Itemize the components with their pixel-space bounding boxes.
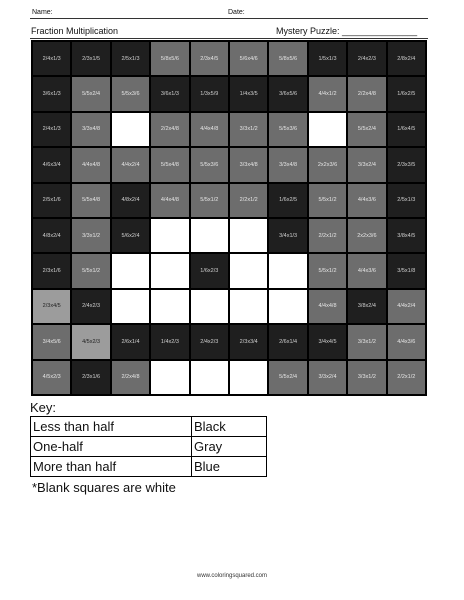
puzzle-grid	[31, 40, 427, 396]
grid-cell: 2/5x1/6	[32, 183, 71, 218]
grid-cell: 3/3x4/8	[268, 147, 307, 182]
worksheet-title: Fraction Multiplication	[31, 26, 119, 36]
key-color: Gray	[192, 437, 267, 457]
grid-cell: 3/3x1/2	[229, 112, 268, 147]
grid-cell: 1/6x2/5	[268, 183, 307, 218]
grid-cell: 3/3x2/4	[347, 147, 386, 182]
grid-cell: 5/5x2/4	[71, 76, 110, 111]
grid-cell	[150, 360, 189, 395]
grid-cell: 2/2x4/8	[111, 360, 150, 395]
grid-cell: 2/2x1/2	[229, 183, 268, 218]
grid-cell	[190, 218, 229, 253]
grid-cell: 5/5x2/4	[347, 112, 386, 147]
grid-cell	[268, 289, 307, 324]
grid-cell: 3/4x5/6	[32, 324, 71, 359]
grid-cell: 4/4x4/8	[71, 147, 110, 182]
grid-cell: 3/5x1/8	[387, 253, 426, 288]
grid-cell: 3/3x2/4	[308, 360, 347, 395]
grid-cell: 3/4x1/3	[268, 218, 307, 253]
grid-cell: 2/3x1/5	[71, 41, 110, 76]
grid-cell: 2/2x1/2	[387, 360, 426, 395]
grid-cell: 4/8x2/4	[32, 218, 71, 253]
grid-cell	[229, 253, 268, 288]
grid-cell: 1/6x2/5	[387, 76, 426, 111]
grid-cell	[111, 253, 150, 288]
grid-cell	[111, 289, 150, 324]
key-color: Black	[192, 417, 267, 437]
grid-cell: 2/2x4/8	[347, 76, 386, 111]
mystery-puzzle-label: Mystery Puzzle: _______________	[276, 26, 418, 36]
grid-cell: 4/4x3/6	[387, 324, 426, 359]
grid-cell: 3/8x2/4	[347, 289, 386, 324]
key-label: One-half	[31, 437, 192, 457]
grid-cell: 2/4x2/3	[190, 324, 229, 359]
grid-cell: 4/4x2/4	[387, 289, 426, 324]
grid-cell: 3/6x1/3	[150, 76, 189, 111]
grid-cell: 5/5x1/2	[190, 183, 229, 218]
grid-cell	[150, 218, 189, 253]
grid-cell: 4/4x1/2	[308, 76, 347, 111]
grid-cell: 4/4x4/8	[150, 183, 189, 218]
grid-cell: 2/8x2/4	[387, 41, 426, 76]
grid-cell: 5/8x5/6	[268, 41, 307, 76]
grid-cell: 1/4x3/5	[229, 76, 268, 111]
grid-cell: 3/3x1/2	[71, 218, 110, 253]
grid-cell	[111, 112, 150, 147]
name-date-line	[30, 7, 428, 19]
grid-cell: 2x2x3/6	[347, 218, 386, 253]
grid-cell	[229, 218, 268, 253]
key-label: More than half	[31, 457, 192, 477]
key-title: Key:	[30, 400, 57, 415]
key-table	[30, 416, 267, 477]
grid-cell: 3/3x4/8	[71, 112, 110, 147]
grid-cell: 2/3x4/5	[190, 41, 229, 76]
grid-cell: 4/5x2/3	[32, 360, 71, 395]
grid-cell: 2/4x1/3	[32, 112, 71, 147]
grid-cell: 2/6x1/4	[268, 324, 307, 359]
key-label: Less than half	[31, 417, 192, 437]
grid-cell: 3/6x1/3	[32, 76, 71, 111]
grid-cell: 2/3x1/6	[32, 253, 71, 288]
grid-cell: 5/5x4/8	[150, 147, 189, 182]
grid-cell: 5/5x3/6	[111, 76, 150, 111]
grid-cell: 2/4x2/3	[347, 41, 386, 76]
grid-cell: 3/8x4/5	[387, 218, 426, 253]
grid-cell	[190, 360, 229, 395]
grid-cell: 5/5x2/4	[268, 360, 307, 395]
grid-cell: 4/8x2/4	[111, 183, 150, 218]
grid-cell: 5/5x1/2	[308, 253, 347, 288]
grid-cell: 2/2x1/2	[308, 218, 347, 253]
grid-cell	[150, 289, 189, 324]
grid-cell: 2/3x4/5	[32, 289, 71, 324]
grid-cell: 5/8x5/6	[150, 41, 189, 76]
grid-cell: 2/6x1/4	[111, 324, 150, 359]
grid-cell: 3/6x5/6	[268, 76, 307, 111]
grid-cell	[268, 253, 307, 288]
grid-cell: 1/4x2/3	[150, 324, 189, 359]
grid-cell: 3/3x1/2	[347, 360, 386, 395]
grid-cell: 2/5x1/3	[387, 183, 426, 218]
grid-cell: 4/6x3/4	[32, 147, 71, 182]
grid-cell: 1/6x2/3	[190, 253, 229, 288]
grid-cell: 5/5x1/2	[308, 183, 347, 218]
grid-cell: 1/6x4/5	[387, 112, 426, 147]
grid-cell: 2/5x1/3	[111, 41, 150, 76]
key-row	[31, 437, 267, 457]
key-row	[31, 417, 267, 437]
grid-cell: 5/5x3/6	[268, 112, 307, 147]
grid-cell	[308, 112, 347, 147]
grid-cell: 4/4x4/8	[308, 289, 347, 324]
grid-cell: 5/6x2/4	[111, 218, 150, 253]
grid-cell: 5/5x3/6	[190, 147, 229, 182]
grid-cell: 2/4x1/3	[32, 41, 71, 76]
grid-cell: 5/6x4/6	[229, 41, 268, 76]
name-label: Name:	[32, 9, 53, 16]
blank-squares-note: *Blank squares are white	[32, 480, 176, 495]
grid-cell: 1/3x5/9	[190, 76, 229, 111]
grid-cell: 4/4x3/6	[347, 183, 386, 218]
grid-cell	[190, 289, 229, 324]
date-label: Date:	[228, 9, 245, 16]
grid-cell: 5/5x4/8	[71, 183, 110, 218]
grid-cell: 2x2x3/6	[308, 147, 347, 182]
grid-cell: 2/2x4/8	[150, 112, 189, 147]
grid-cell: 4/4x4/8	[190, 112, 229, 147]
grid-cell	[229, 360, 268, 395]
grid-cell: 1/5x1/3	[308, 41, 347, 76]
grid-cell: 4/4x3/6	[347, 253, 386, 288]
grid-cell: 3/3x1/2	[347, 324, 386, 359]
grid-cell: 4/5x2/3	[71, 324, 110, 359]
footer-url: www.coloringsquared.com	[196, 573, 268, 579]
grid-cell: 3/3x4/8	[229, 147, 268, 182]
grid-cell: 3/4x4/5	[308, 324, 347, 359]
key-row	[31, 457, 267, 477]
grid-cell: 2/3x1/6	[71, 360, 110, 395]
grid-cell: 2/4x2/3	[71, 289, 110, 324]
key-color: Blue	[192, 457, 267, 477]
grid-cell	[150, 253, 189, 288]
grid-cell: 2/3x3/4	[229, 324, 268, 359]
grid-cell	[229, 289, 268, 324]
grid-cell: 2/3x3/5	[387, 147, 426, 182]
grid-cell: 5/5x1/2	[71, 253, 110, 288]
grid-cell: 4/4x2/4	[111, 147, 150, 182]
worksheet-title-line	[30, 24, 428, 39]
